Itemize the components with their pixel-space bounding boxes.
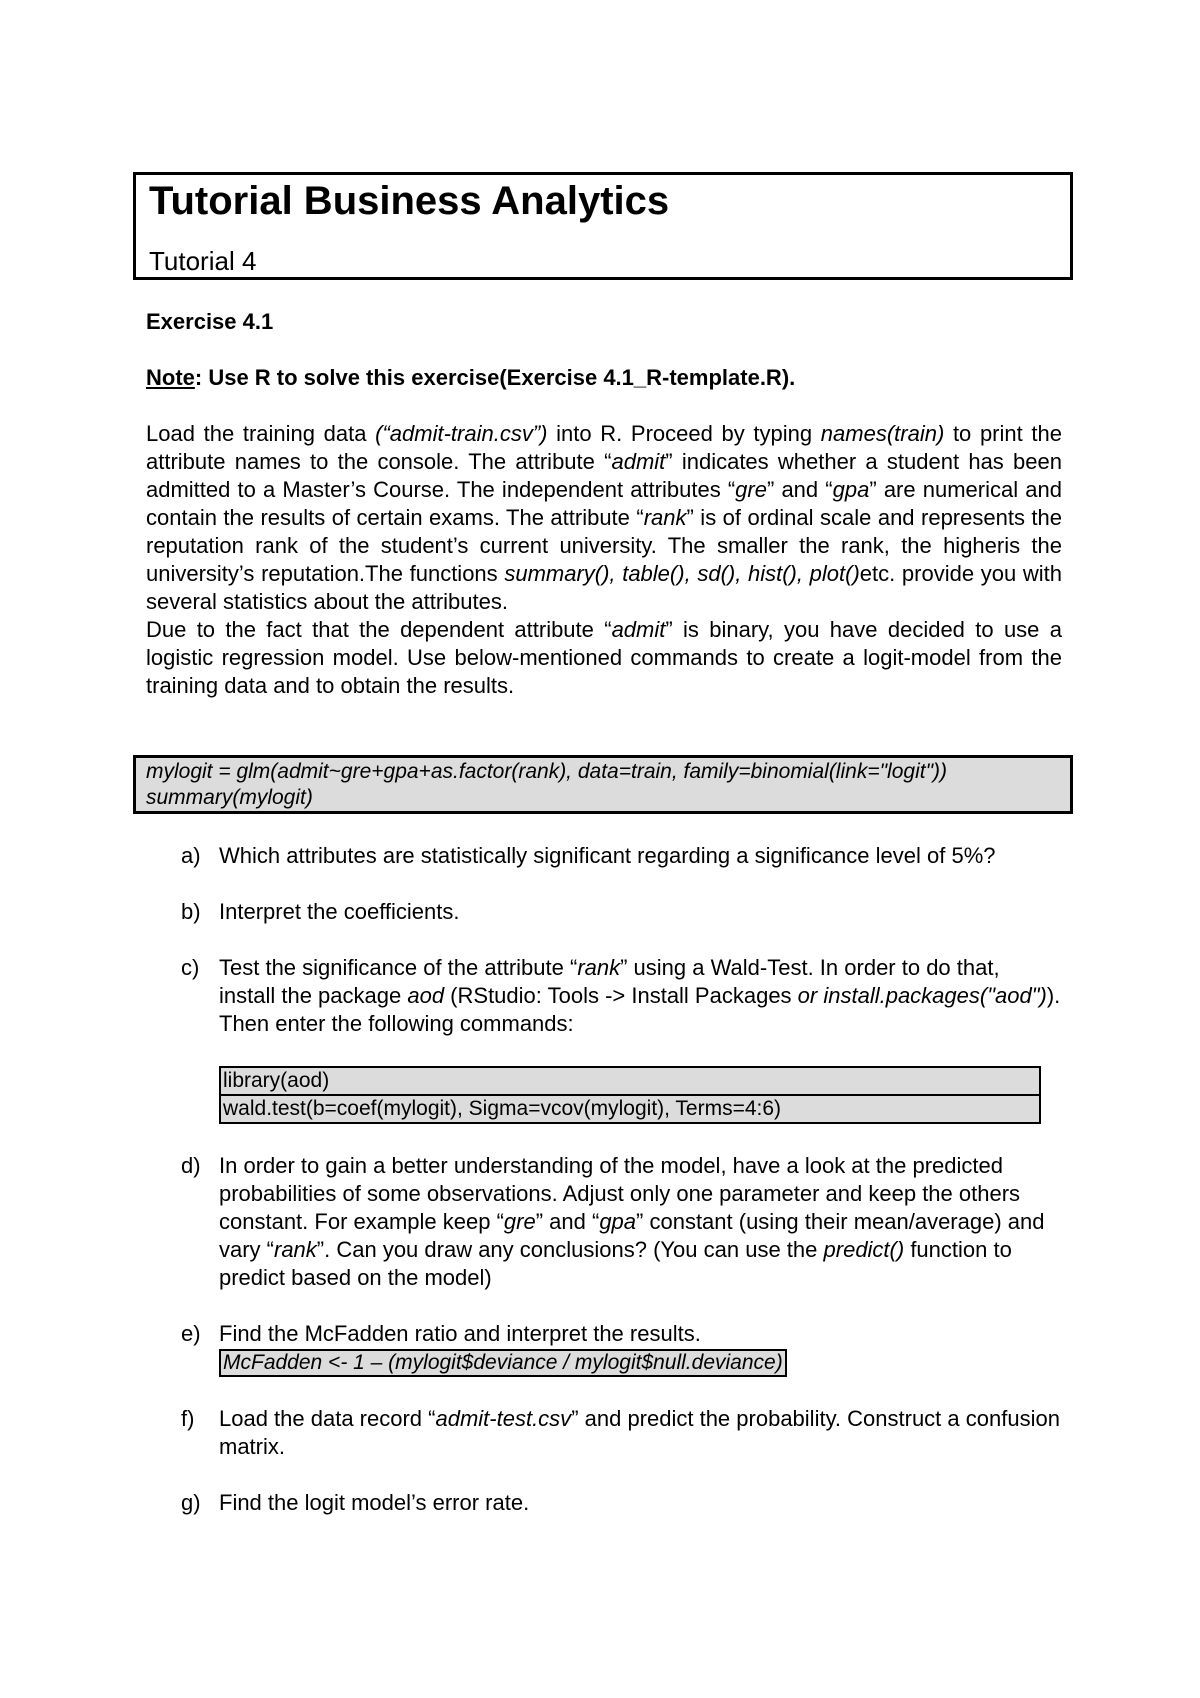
text-run: ” and “ — [766, 477, 833, 502]
text-run: ” and “ — [535, 1209, 600, 1234]
question-f — [181, 1405, 1061, 1461]
package-name: aod — [407, 983, 445, 1008]
intro-paragraph-2 — [146, 616, 1062, 700]
code-term: names(train) — [820, 421, 945, 446]
text-run: Load the training data — [146, 421, 376, 446]
wald-code-block — [219, 1066, 1041, 1124]
text-run: ” indicates whether a student has been admitted to a Master’s Course. The independent attributes “ — [146, 449, 1062, 502]
attribute-term: gpa — [599, 1209, 637, 1234]
text-run: ” using a Wald-Test. In order to do that, install the package — [219, 955, 1000, 1008]
title-box — [133, 172, 1073, 280]
code-line: mylogit = glm(admit~gre+gpa+as.factor(rank), data=train, family=binomial(link="logit")) — [146, 760, 948, 783]
text-run: ”. Can you draw any conclusions? (You can use the — [316, 1237, 824, 1262]
question-letter: f) — [181, 1406, 195, 1431]
note-label: Note — [146, 365, 195, 390]
code-block — [133, 755, 1073, 814]
exercise-content — [146, 308, 1062, 700]
note-text: : Use R to solve this exercise(Exercise 4.1_R-template.R). — [194, 365, 796, 390]
attribute-term: admit — [611, 449, 666, 474]
text-run: ” are numerical and contain the results of certain exams. The attribute “ — [146, 477, 1062, 530]
code-line: summary(mylogit) — [146, 786, 313, 809]
attribute-term: rank — [643, 505, 687, 530]
question-a — [181, 842, 1061, 870]
file-name: (“admit-train.csv”) — [375, 421, 548, 446]
text-run: etc. provide you with several statistics about the attributes. — [146, 561, 1062, 614]
code-line: library(aod) — [220, 1067, 1040, 1095]
question-c — [181, 954, 1061, 1124]
text-run: ” constant (using their mean/average) and vary “ — [219, 1209, 1045, 1262]
code-term: predict() — [823, 1237, 905, 1262]
file-name: admit-test.csv — [435, 1406, 572, 1431]
question-e — [181, 1320, 1061, 1377]
question-letter: c) — [181, 955, 200, 980]
text-run: In order to gain a better understanding of the model, have a look at the predicted probabilities of some observations. Adjust only one parameter and keep the others constant. For example keep “ — [219, 1153, 1021, 1234]
exercise-note — [146, 364, 1062, 392]
question-text: Find the McFadden ratio and interpret the results. — [219, 1321, 701, 1346]
attribute-term: gre — [503, 1209, 536, 1234]
text-run: into R. Proceed by typing — [547, 421, 821, 446]
question-letter: b) — [181, 899, 201, 924]
code-term: summary(), table(), sd(), hist(), plot() — [504, 561, 860, 586]
text-run: ” and predict the probability. Construct a confusion matrix. — [219, 1406, 1060, 1459]
attribute-term: rank — [274, 1237, 317, 1262]
text-run: Load the data record “ — [219, 1406, 436, 1431]
text-run: Due to the fact that the dependent attribute “ — [146, 617, 612, 642]
document-title: Tutorial Business Analytics — [149, 179, 670, 223]
question-text: Find the logit model’s error rate. — [219, 1490, 530, 1515]
question-text: Which attributes are statistically significant regarding a significance level of 5%? — [219, 843, 996, 868]
text-run: ” is binary, you have decided to use a logistic regression model. Use below-mentioned commands to create a logit-model from the training data and to obtain the results. — [146, 617, 1062, 698]
question-letter: g) — [181, 1490, 201, 1515]
question-letter: a) — [181, 843, 201, 868]
question-list — [181, 842, 1061, 1517]
question-text: Interpret the coefficients. — [219, 899, 460, 924]
text-run: to print the attribute names to the console. The attribute “ — [146, 421, 1062, 474]
question-b — [181, 898, 1061, 926]
code-term: or install.packages("aod") — [797, 983, 1047, 1008]
attribute-term: gpa — [832, 477, 870, 502]
question-letter: e) — [181, 1321, 201, 1346]
attribute-term: admit — [611, 617, 666, 642]
intro-paragraph-1 — [146, 420, 1062, 616]
exercise-title: Exercise 4.1 — [146, 309, 274, 334]
mcfadden-code: McFadden <- 1 – (mylogit$deviance / mylogit$null.deviance) — [219, 1349, 787, 1377]
question-g — [181, 1489, 1061, 1517]
question-letter: d) — [181, 1153, 201, 1178]
text-run: (RStudio: Tools -> Install Packages — [444, 983, 798, 1008]
question-d — [181, 1152, 1061, 1292]
text-run: function to predict based on the model) — [219, 1237, 1012, 1290]
attribute-term: gre — [735, 477, 767, 502]
text-run: ” is of ordinal scale and represents the reputation rank of the student’s current university. The smaller the rank, the higheris the university’s reputation.The functions — [146, 505, 1063, 586]
attribute-term: rank — [577, 955, 621, 980]
code-line: wald.test(b=coef(mylogit), Sigma=vcov(mylogit), Terms=4:6) — [220, 1095, 1040, 1123]
text-run: ). Then enter the following commands: — [219, 983, 1061, 1036]
document-subtitle: Tutorial 4 — [149, 246, 257, 276]
text-run: Test the significance of the attribute “ — [219, 955, 578, 980]
